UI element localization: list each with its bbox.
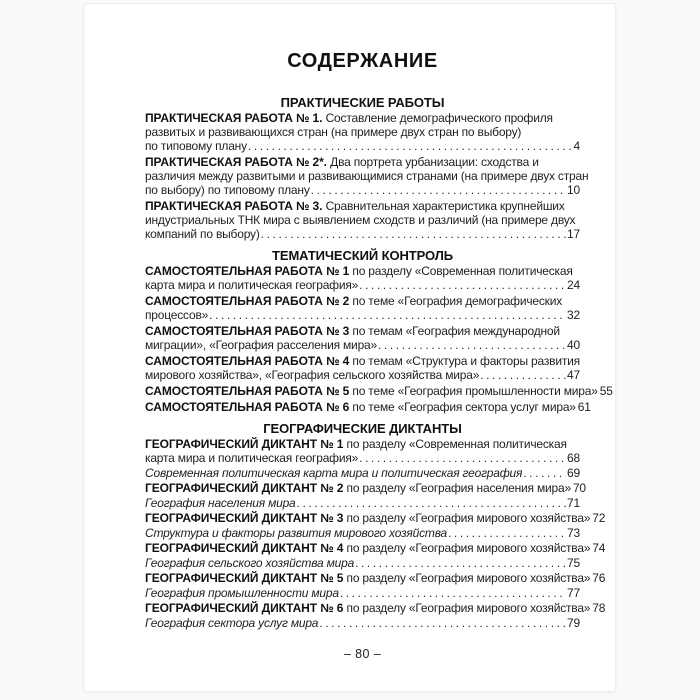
page-number: 79	[567, 616, 580, 630]
toc-entry	[145, 400, 591, 414]
page-number: 71	[567, 496, 580, 510]
page-number: 4	[573, 139, 580, 153]
toc-sections	[145, 95, 613, 630]
entry-lead: ПРАКТИЧЕСКАЯ РАБОТА № 3.	[145, 199, 326, 213]
toc-entry-last-line	[145, 384, 613, 398]
toc-entry-line: развитых и развивающихся стран (на примере двух стран по выбору)	[145, 125, 522, 139]
entry-lead: ГЕОГРАФИЧЕСКИЙ ДИКТАНТ № 1	[145, 437, 347, 451]
entry-lead: ГЕОГРАФИЧЕСКИЙ ДИКТАНТ № 3	[145, 511, 347, 525]
dot-leader	[248, 139, 573, 153]
entry-lead: ПРАКТИЧЕСКАЯ РАБОТА № 2*.	[145, 155, 331, 169]
toc-entry-last-line	[145, 368, 580, 382]
page-number: 55	[599, 384, 613, 398]
entry-lead: ПРАКТИЧЕСКАЯ РАБОТА № 1.	[145, 111, 326, 125]
toc-entry-last-line	[145, 541, 606, 555]
toc-section	[145, 248, 613, 414]
page-number: 24	[567, 278, 580, 292]
toc-entry-line: САМОСТОЯТЕЛЬНАЯ РАБОТА № 1 по разделу «Современная политическая	[145, 264, 573, 278]
entry-text: процессов»	[145, 308, 209, 322]
toc-entry	[145, 324, 580, 352]
toc-entry	[145, 466, 580, 480]
toc-entry-last-line	[145, 616, 580, 630]
toc-entry-last-line	[145, 227, 580, 241]
toc-entry-last-line	[145, 338, 580, 352]
dot-leader	[311, 183, 566, 197]
dot-leader	[297, 496, 567, 510]
entry-lead: ГЕОГРАФИЧЕСКИЙ ДИКТАНТ № 5	[145, 571, 347, 585]
toc-entry-line: САМОСТОЯТЕЛЬНАЯ РАБОТА № 2 по теме «География демографических	[145, 294, 563, 308]
entry-text: ГЕОГРАФИЧЕСКИЙ ДИКТАНТ № 3 по разделу «География мирового хозяйства»	[145, 511, 591, 525]
toc-entry-last-line	[145, 496, 580, 510]
page-number: 40	[567, 338, 580, 352]
toc-entry	[145, 199, 580, 241]
toc-entry	[145, 294, 580, 322]
toc-entry-last-line	[145, 571, 606, 585]
toc-page	[83, 3, 616, 692]
page-number: 17	[567, 227, 580, 241]
entry-text: карта мира и политическая география»	[145, 451, 359, 465]
entry-text: по типовому плану	[145, 139, 247, 153]
toc-entry	[145, 111, 580, 153]
dot-leader	[319, 616, 566, 630]
toc-entry	[145, 511, 606, 525]
toc-entry	[145, 556, 580, 570]
entry-text: САМОСТОЯТЕЛЬНАЯ РАБОТА № 5 по теме «География промышленности мира»	[145, 384, 598, 398]
toc-entry-last-line	[145, 481, 586, 495]
toc-entry-last-line	[145, 183, 580, 197]
entry-lead: САМОСТОЯТЕЛЬНАЯ РАБОТА № 5	[145, 384, 353, 398]
section-heading: ГЕОГРАФИЧЕСКИЕ ДИКТАНТЫ	[263, 421, 462, 436]
toc-entry	[145, 264, 580, 292]
entry-text: САМОСТОЯТЕЛЬНАЯ РАБОТА № 6 по теме «География сектора услуг мира»	[145, 400, 576, 414]
toc-entry-line: ГЕОГРАФИЧЕСКИЙ ДИКТАНТ № 1 по разделу «Современная политическая	[145, 437, 567, 451]
page-number: 74	[592, 541, 606, 555]
dot-leader	[340, 586, 566, 600]
toc-entry-last-line	[145, 511, 606, 525]
entry-lead: ГЕОГРАФИЧЕСКИЙ ДИКТАНТ № 4	[145, 541, 347, 555]
page-title: СОДЕРЖАНИЕ	[287, 50, 438, 72]
entry-lead: САМОСТОЯТЕЛЬНАЯ РАБОТА № 4	[145, 354, 353, 368]
entry-text: География сектора услуг мира	[145, 616, 319, 630]
entry-text: Современная политическая карта мира и политическая география	[145, 466, 523, 480]
entry-text: миграции», «География расселения мира»	[145, 338, 377, 352]
entry-text: мирового хозяйства», «География сельского хозяйства мира»	[145, 368, 480, 382]
page-number: 32	[567, 308, 580, 322]
entry-text: География промышленности мира	[145, 586, 339, 600]
dot-leader	[378, 338, 566, 352]
entry-lead: ГЕОГРАФИЧЕСКИЙ ДИКТАНТ № 6	[145, 601, 347, 615]
entry-lead: САМОСТОЯТЕЛЬНАЯ РАБОТА № 2	[145, 294, 353, 308]
page-number-footer: – 80 –	[343, 647, 382, 661]
dot-leader	[359, 451, 566, 465]
entry-text: Структура и факторы развития мирового хозяйства	[145, 526, 447, 540]
toc-entry	[145, 601, 606, 615]
page-number: 75	[567, 556, 580, 570]
toc-entry-line: ПРАКТИЧЕСКАЯ РАБОТА № 3. Сравнительная характеристика крупнейших	[145, 199, 565, 213]
page-number: 78	[592, 601, 606, 615]
toc-entry-last-line	[145, 526, 580, 540]
toc-entry-last-line	[145, 556, 580, 570]
toc-entry	[145, 496, 580, 510]
toc-entry	[145, 541, 606, 555]
entry-text: География населения мира	[145, 496, 296, 510]
dot-leader	[355, 556, 566, 570]
entry-text: География сельского хозяйства мира	[145, 556, 355, 570]
entry-lead: САМОСТОЯТЕЛЬНАЯ РАБОТА № 3	[145, 324, 353, 338]
dot-leader	[261, 227, 566, 241]
page-number: 73	[567, 526, 580, 540]
toc-entry-last-line	[145, 451, 580, 465]
toc-section	[145, 421, 606, 630]
dot-leader	[359, 278, 566, 292]
toc-entry-last-line	[145, 278, 580, 292]
toc-entry-line: САМОСТОЯТЕЛЬНАЯ РАБОТА № 4 по темам «Структура и факторы развития	[145, 354, 580, 368]
dot-leader	[480, 368, 566, 382]
toc-entry-last-line	[145, 466, 580, 480]
toc-entry-last-line	[145, 400, 591, 414]
page-number: 10	[567, 183, 580, 197]
dot-leader	[523, 466, 566, 480]
dot-leader	[448, 526, 566, 540]
toc-entry-line: индустриальных ТНК мира с выявлением сходств и различий (на примере двух	[145, 213, 576, 227]
toc-section	[145, 95, 589, 241]
toc-entry-line: различия между развитыми и развивающимися странами (на примере двух стран	[145, 169, 589, 183]
entry-lead: САМОСТОЯТЕЛЬНАЯ РАБОТА № 6	[145, 400, 353, 414]
section-heading: ПРАКТИЧЕСКИЕ РАБОТЫ	[280, 95, 445, 110]
toc-entry-line: ПРАКТИЧЕСКАЯ РАБОТА № 2*. Два портрета урбанизации: сходства и	[145, 155, 539, 169]
section-heading: ТЕМАТИЧЕСКИЙ КОНТРОЛЬ	[272, 248, 453, 263]
toc-entry-line: САМОСТОЯТЕЛЬНАЯ РАБОТА № 3 по темам «География международной	[145, 324, 560, 338]
entry-text: ГЕОГРАФИЧЕСКИЙ ДИКТАНТ № 6 по разделу «География мирового хозяйства»	[145, 601, 591, 615]
toc-entry	[145, 481, 586, 495]
toc-entry	[145, 586, 580, 600]
toc-entry-last-line	[145, 586, 580, 600]
page-number: 70	[572, 481, 586, 495]
entry-text: ГЕОГРАФИЧЕСКИЙ ДИКТАНТ № 2 по разделу «География населения мира»	[145, 481, 571, 495]
dot-leader	[209, 308, 566, 322]
toc-entry	[145, 354, 580, 382]
page-number: 47	[567, 368, 580, 382]
entry-lead: ГЕОГРАФИЧЕСКИЙ ДИКТАНТ № 2	[145, 481, 347, 495]
page-number: 68	[567, 451, 580, 465]
entry-text: компаний по выбору)	[145, 227, 260, 241]
toc-entry-last-line	[145, 601, 606, 615]
page-number: 69	[567, 466, 580, 480]
entry-text: ГЕОГРАФИЧЕСКИЙ ДИКТАНТ № 5 по разделу «География мирового хозяйства»	[145, 571, 591, 585]
entry-text: по выбору) по типовому плану	[145, 183, 310, 197]
toc-entry-line: ПРАКТИЧЕСКАЯ РАБОТА № 1. Составление демографического профиля	[145, 111, 553, 125]
toc-entry	[145, 155, 589, 197]
page-number: 72	[592, 511, 606, 525]
entry-text: карта мира и политическая география»	[145, 278, 359, 292]
toc-entry	[145, 384, 613, 398]
page-number: 76	[592, 571, 606, 585]
toc-entry	[145, 526, 580, 540]
entry-text: ГЕОГРАФИЧЕСКИЙ ДИКТАНТ № 4 по разделу «География мирового хозяйства»	[145, 541, 591, 555]
entry-lead: САМОСТОЯТЕЛЬНАЯ РАБОТА № 1	[145, 264, 353, 278]
page-number: 77	[567, 586, 580, 600]
toc-entry	[145, 437, 580, 465]
toc-entry-last-line	[145, 308, 580, 322]
toc-entry	[145, 616, 580, 630]
page-number: 61	[577, 400, 591, 414]
toc-entry-last-line	[145, 139, 580, 153]
toc-entry	[145, 571, 606, 585]
